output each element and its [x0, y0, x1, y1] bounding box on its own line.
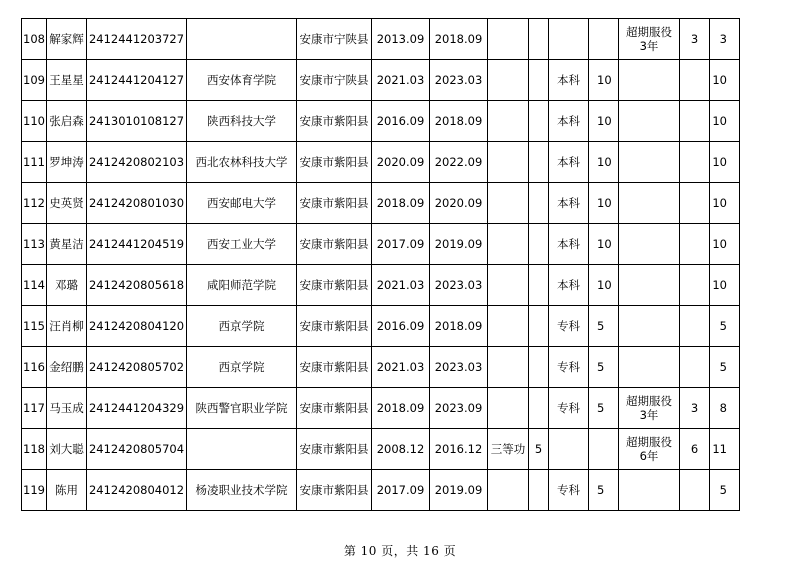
name-cell: 王星星 — [47, 60, 87, 101]
merit-score-cell — [529, 142, 549, 183]
discharge-date-cell: 2018.09 — [430, 101, 488, 142]
service-cell — [619, 60, 680, 101]
degree-score-cell: 5 — [589, 388, 619, 429]
merit-cell — [488, 19, 529, 60]
exam-id-cell: 2412420805618 — [87, 265, 187, 306]
exam-id-cell: 2412420801030 — [87, 183, 187, 224]
exam-id-cell: 2412420802103 — [87, 142, 187, 183]
exam-id-cell: 2413010108127 — [87, 101, 187, 142]
service-cell: 超期服役 3年 — [619, 19, 680, 60]
merit-score-cell — [529, 306, 549, 347]
merit-score-cell: 5 — [529, 429, 549, 470]
total-score-cell: 5 — [710, 470, 740, 511]
degree-score-cell: 10 — [589, 60, 619, 101]
merit-score-cell — [529, 19, 549, 60]
school-cell — [187, 429, 297, 470]
school-cell: 陕西警官职业学院 — [187, 388, 297, 429]
merit-cell — [488, 60, 529, 101]
merit-cell — [488, 265, 529, 306]
service-cell — [619, 101, 680, 142]
enlist-date-cell: 2016.09 — [372, 306, 430, 347]
region-cell: 安康市紫阳县 — [297, 142, 372, 183]
roster-body — [22, 19, 740, 511]
merit-cell — [488, 306, 529, 347]
degree-cell: 本科 — [549, 183, 589, 224]
school-cell: 西北农林科技大学 — [187, 142, 297, 183]
service-cell — [619, 306, 680, 347]
discharge-date-cell: 2018.09 — [430, 19, 488, 60]
name-cell: 邓璐 — [47, 265, 87, 306]
degree-score-cell: 5 — [589, 470, 619, 511]
table-row — [22, 347, 740, 388]
table-row — [22, 388, 740, 429]
discharge-date-cell: 2023.03 — [430, 60, 488, 101]
degree-score-cell: 10 — [589, 142, 619, 183]
name-cell: 解家辉 — [47, 19, 87, 60]
row-number-cell: 118 — [22, 429, 47, 470]
merit-score-cell — [529, 60, 549, 101]
total-score-cell: 10 — [710, 265, 740, 306]
service-score-cell — [680, 224, 710, 265]
name-cell: 黄星洁 — [47, 224, 87, 265]
school-cell — [187, 19, 297, 60]
degree-cell: 本科 — [549, 142, 589, 183]
school-cell: 西京学院 — [187, 347, 297, 388]
table-row — [22, 265, 740, 306]
school-cell: 西安工业大学 — [187, 224, 297, 265]
school-cell: 西安体育学院 — [187, 60, 297, 101]
service-cell — [619, 142, 680, 183]
degree-score-cell: 5 — [589, 306, 619, 347]
enlist-date-cell: 2021.03 — [372, 265, 430, 306]
merit-cell — [488, 388, 529, 429]
page-number-footer: 第 10 页，共 16 页 — [343, 544, 457, 558]
name-cell: 金绍鹏 — [47, 347, 87, 388]
region-cell: 安康市宁陕县 — [297, 19, 372, 60]
degree-cell: 本科 — [549, 265, 589, 306]
degree-cell: 专科 — [549, 347, 589, 388]
table-row — [22, 60, 740, 101]
service-cell — [619, 265, 680, 306]
table-row — [22, 306, 740, 347]
degree-score-cell: 10 — [589, 224, 619, 265]
service-cell: 超期服役 6年 — [619, 429, 680, 470]
region-cell: 安康市紫阳县 — [297, 347, 372, 388]
discharge-date-cell: 2019.09 — [430, 224, 488, 265]
exam-id-cell: 2412420805704 — [87, 429, 187, 470]
enlist-date-cell: 2018.09 — [372, 183, 430, 224]
row-number-cell: 115 — [22, 306, 47, 347]
service-score-cell: 6 — [680, 429, 710, 470]
discharge-date-cell: 2016.12 — [430, 429, 488, 470]
exam-id-cell: 2412420804120 — [87, 306, 187, 347]
exam-id-cell: 2412441204519 — [87, 224, 187, 265]
total-score-cell: 5 — [710, 347, 740, 388]
total-score-cell: 5 — [710, 306, 740, 347]
school-cell: 咸阳师范学院 — [187, 265, 297, 306]
discharge-date-cell: 2018.09 — [430, 306, 488, 347]
merit-cell — [488, 347, 529, 388]
service-score-cell — [680, 306, 710, 347]
total-score-cell: 8 — [710, 388, 740, 429]
roster-table — [21, 18, 740, 511]
degree-cell — [549, 429, 589, 470]
discharge-date-cell: 2019.09 — [430, 470, 488, 511]
degree-cell: 专科 — [549, 470, 589, 511]
table-row — [22, 429, 740, 470]
total-score-cell: 10 — [710, 142, 740, 183]
service-cell: 超期服役 3年 — [619, 388, 680, 429]
discharge-date-cell: 2023.09 — [430, 388, 488, 429]
region-cell: 安康市紫阳县 — [297, 224, 372, 265]
region-cell: 安康市紫阳县 — [297, 306, 372, 347]
exam-id-cell: 2412441203727 — [87, 19, 187, 60]
region-cell: 安康市宁陕县 — [297, 60, 372, 101]
table-row — [22, 224, 740, 265]
table-row — [22, 183, 740, 224]
degree-cell: 本科 — [549, 60, 589, 101]
degree-cell: 专科 — [549, 388, 589, 429]
enlist-date-cell: 2017.09 — [372, 224, 430, 265]
service-score-cell — [680, 142, 710, 183]
row-number-cell: 108 — [22, 19, 47, 60]
name-cell: 罗坤涛 — [47, 142, 87, 183]
service-score-cell — [680, 347, 710, 388]
exam-id-cell: 2412441204127 — [87, 60, 187, 101]
degree-score-cell — [589, 429, 619, 470]
enlist-date-cell: 2021.03 — [372, 60, 430, 101]
merit-score-cell — [529, 265, 549, 306]
exam-id-cell: 2412441204329 — [87, 388, 187, 429]
table-row — [22, 142, 740, 183]
enlist-date-cell: 2008.12 — [372, 429, 430, 470]
degree-score-cell: 10 — [589, 265, 619, 306]
enlist-date-cell: 2013.09 — [372, 19, 430, 60]
table-row — [22, 19, 740, 60]
name-cell: 陈用 — [47, 470, 87, 511]
merit-cell: 三等功 — [488, 429, 529, 470]
discharge-date-cell: 2023.03 — [430, 347, 488, 388]
merit-score-cell — [529, 101, 549, 142]
discharge-date-cell: 2020.09 — [430, 183, 488, 224]
merit-score-cell — [529, 388, 549, 429]
discharge-date-cell: 2023.03 — [430, 265, 488, 306]
region-cell: 安康市紫阳县 — [297, 429, 372, 470]
table-row — [22, 470, 740, 511]
merit-score-cell — [529, 470, 549, 511]
name-cell: 马玉成 — [47, 388, 87, 429]
merit-cell — [488, 470, 529, 511]
table-row — [22, 101, 740, 142]
merit-cell — [488, 224, 529, 265]
row-number-cell: 113 — [22, 224, 47, 265]
service-cell — [619, 470, 680, 511]
enlist-date-cell: 2020.09 — [372, 142, 430, 183]
service-cell — [619, 347, 680, 388]
exam-id-cell: 2412420804012 — [87, 470, 187, 511]
service-cell — [619, 183, 680, 224]
region-cell: 安康市紫阳县 — [297, 265, 372, 306]
enlist-date-cell: 2021.03 — [372, 347, 430, 388]
name-cell: 刘大聪 — [47, 429, 87, 470]
service-score-cell — [680, 60, 710, 101]
exam-id-cell: 2412420805702 — [87, 347, 187, 388]
row-number-cell: 109 — [22, 60, 47, 101]
merit-cell — [488, 183, 529, 224]
merit-cell — [488, 142, 529, 183]
degree-cell: 专科 — [549, 306, 589, 347]
total-score-cell: 11 — [710, 429, 740, 470]
degree-cell: 本科 — [549, 224, 589, 265]
row-number-cell: 112 — [22, 183, 47, 224]
total-score-cell: 10 — [710, 101, 740, 142]
service-score-cell — [680, 101, 710, 142]
row-number-cell: 111 — [22, 142, 47, 183]
degree-cell: 本科 — [549, 101, 589, 142]
merit-cell — [488, 101, 529, 142]
merit-score-cell — [529, 224, 549, 265]
name-cell: 张启森 — [47, 101, 87, 142]
school-cell: 西京学院 — [187, 306, 297, 347]
school-cell: 西安邮电大学 — [187, 183, 297, 224]
row-number-cell: 117 — [22, 388, 47, 429]
service-cell — [619, 224, 680, 265]
service-score-cell — [680, 265, 710, 306]
degree-score-cell: 5 — [589, 347, 619, 388]
name-cell: 史英贤 — [47, 183, 87, 224]
row-number-cell: 116 — [22, 347, 47, 388]
region-cell: 安康市紫阳县 — [297, 183, 372, 224]
enlist-date-cell: 2016.09 — [372, 101, 430, 142]
total-score-cell: 10 — [710, 183, 740, 224]
region-cell: 安康市紫阳县 — [297, 470, 372, 511]
degree-cell — [549, 19, 589, 60]
total-score-cell: 10 — [710, 60, 740, 101]
degree-score-cell — [589, 19, 619, 60]
merit-score-cell — [529, 347, 549, 388]
discharge-date-cell: 2022.09 — [430, 142, 488, 183]
service-score-cell — [680, 470, 710, 511]
merit-score-cell — [529, 183, 549, 224]
service-score-cell: 3 — [680, 388, 710, 429]
enlist-date-cell: 2018.09 — [372, 388, 430, 429]
school-cell: 杨凌职业技术学院 — [187, 470, 297, 511]
row-number-cell: 119 — [22, 470, 47, 511]
name-cell: 汪肖柳 — [47, 306, 87, 347]
degree-score-cell: 10 — [589, 183, 619, 224]
degree-score-cell: 10 — [589, 101, 619, 142]
row-number-cell: 110 — [22, 101, 47, 142]
region-cell: 安康市紫阳县 — [297, 388, 372, 429]
region-cell: 安康市紫阳县 — [297, 101, 372, 142]
row-number-cell: 114 — [22, 265, 47, 306]
total-score-cell: 10 — [710, 224, 740, 265]
service-score-cell: 3 — [680, 19, 710, 60]
total-score-cell: 3 — [710, 19, 740, 60]
service-score-cell — [680, 183, 710, 224]
school-cell: 陕西科技大学 — [187, 101, 297, 142]
enlist-date-cell: 2017.09 — [372, 470, 430, 511]
